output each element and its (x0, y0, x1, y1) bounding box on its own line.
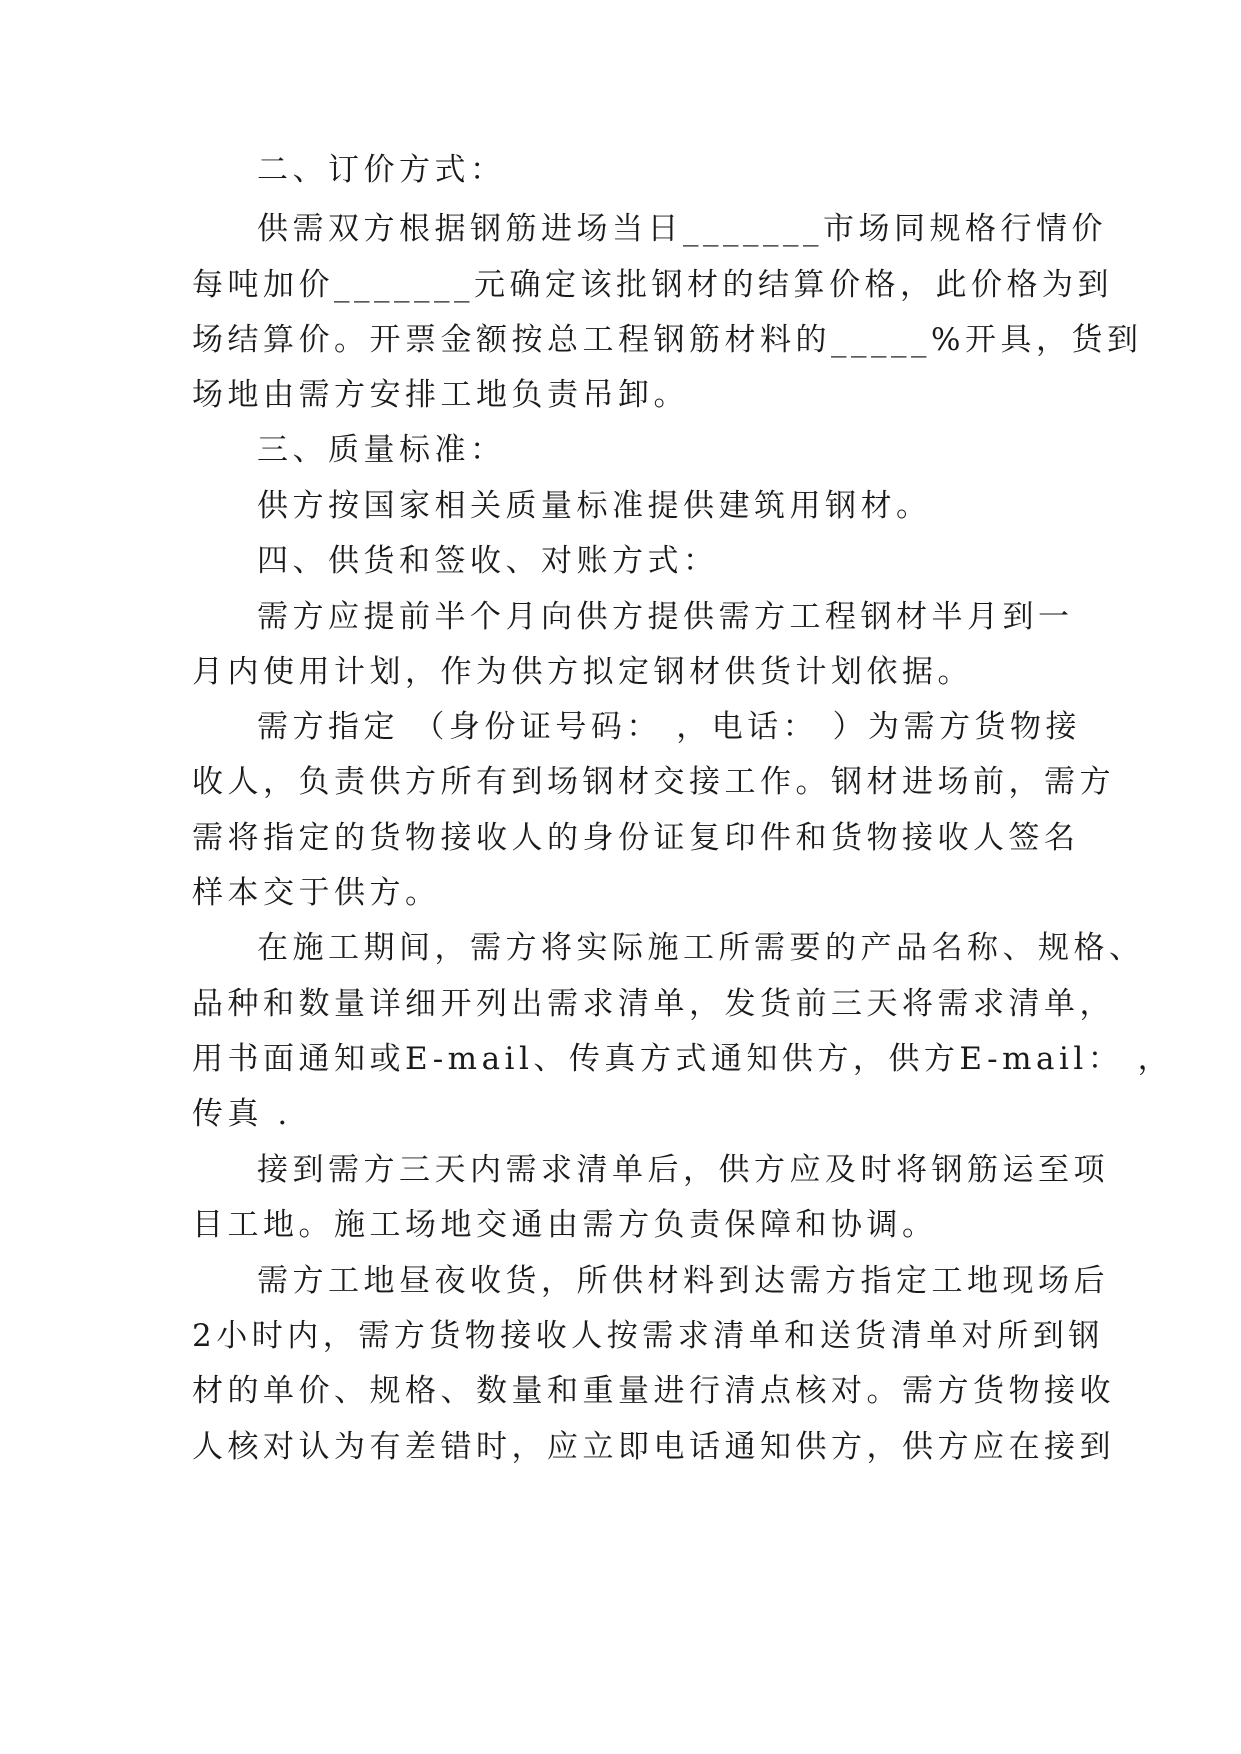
paragraph-line: 需方应提前半个月向供方提供需方工程钢材半月到一 (257, 599, 1074, 635)
paragraph-line: 传真 . (192, 1096, 292, 1132)
paragraph-line: 材的单价、规格、数量和重量进行清点核对。需方货物接收 (192, 1373, 1115, 1409)
paragraph-line: 品种和数量详细开列出需求清单，发货前三天将需求清单， (192, 986, 1115, 1022)
paragraph-line: 样本交于供方。 (192, 875, 441, 911)
paragraph-line: 用书面通知或E-mail、传真方式通知供方，供方E-mail： ， (192, 1041, 1174, 1077)
paragraph-line: 需方指定 （身份证号码： ，电话： ）为需方货物接 (257, 709, 1082, 745)
paragraph-line: 场结算价。开票金额按总工程钢筋材料的_____%开具，货到 (192, 322, 1143, 358)
paragraph-line: 收人，负责供方所有到场钢材交接工作。钢材进场前，需方 (192, 764, 1115, 800)
paragraph-line: 需方工地昼夜收货，所供材料到达需方指定工地现场后 (257, 1263, 1109, 1299)
paragraph-line: 月内使用计划，作为供方拟定钢材供货计划依据。 (192, 654, 973, 690)
paragraph-line: 供方按国家相关质量标准提供建筑用钢材。 (257, 488, 932, 524)
paragraph-line: 每吨加价_______元确定该批钢材的结算价格，此价格为到 (192, 267, 1113, 303)
section-heading-pricing: 二、订价方式： (257, 152, 506, 188)
paragraph-line: 需将指定的货物接收人的身份证复印件和货物接收人签名 (192, 820, 1080, 856)
paragraph-line: 供需双方根据钢筋进场当日_______市场同规格行情价 (257, 211, 1107, 247)
paragraph-line: 2小时内，需方货物接收人按需求清单和送货清单对所到钢 (192, 1318, 1104, 1354)
paragraph-line: 场地由需方安排工地负责吊卸。 (192, 377, 689, 413)
paragraph-line: 接到需方三天内需求清单后，供方应及时将钢筋运至项 (257, 1152, 1109, 1188)
section-heading-quality: 三、质量标准： (257, 432, 506, 468)
section-heading-delivery: 四、供货和签收、对账方式： (257, 543, 719, 579)
paragraph-line: 人核对认为有差错时，应立即电话通知供方，供方应在接到 (192, 1429, 1115, 1465)
paragraph-line: 在施工期间，需方将实际施工所需要的产品名称、规格、 (257, 930, 1145, 966)
paragraph-line: 目工地。施工场地交通由需方负责保障和协调。 (192, 1207, 938, 1243)
